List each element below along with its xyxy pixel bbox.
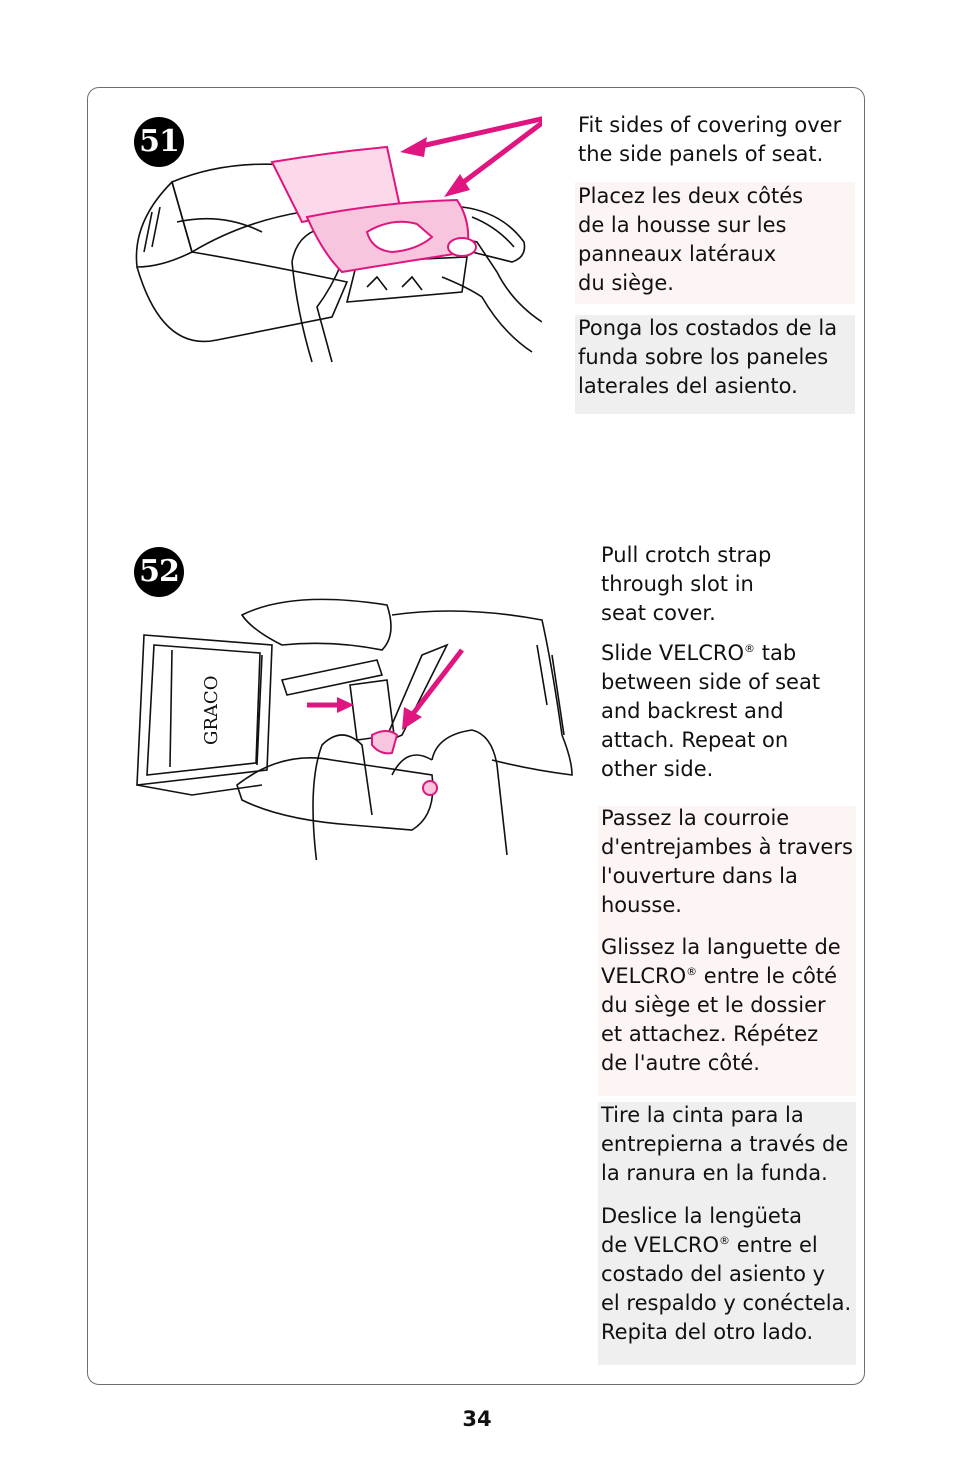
step-52-english-1: Pull crotch strap through slot in seat cover. (601, 543, 772, 625)
text-fragment: entre le côté du siège et le dossier et attachez. Répétez de l'autre côté. (601, 964, 838, 1075)
step-number-badge: 51 (134, 117, 184, 167)
graco-logo-text: GRACO (201, 675, 222, 745)
text-fragment: entre el costado del asiento y el respaldo y conéctela. Repita del otro lado. (601, 1233, 852, 1344)
step-51-illustration (132, 112, 542, 367)
registered-mark: ® (686, 965, 698, 978)
text-fragment: Slide VELCRO (601, 641, 745, 665)
step-52-illustration (132, 585, 577, 860)
registered-mark: ® (744, 642, 756, 655)
step-51-english: Fit sides of covering over the side panels of seat. (578, 113, 842, 166)
step-52-french-1: Passez la courroie d'entrejambes à travers l'ouverture dans la housse. (601, 806, 853, 917)
step-51-french: Placez les deux côtés de la housse sur les panneaux latéraux du siège. (578, 184, 804, 295)
step-number-badge: 52 (134, 547, 184, 597)
step-52-spanish-1: Tire la cinta para la entrepierna a través de la ranura en la funda. (601, 1103, 849, 1185)
step-52-english-2 (601, 639, 856, 784)
step-51-spanish: Ponga los costados de la funda sobre los paneles laterales del asiento. (578, 316, 838, 398)
text-fragment: tab between side of seat and backrest and attach. Repeat on other side. (601, 641, 821, 781)
text-fragment: Glissez la languette de (601, 935, 841, 959)
step-52-french-2 (601, 933, 856, 1078)
text-fragment: Deslice la lengüeta de VELCRO (601, 1204, 802, 1257)
page-number: 34 (462, 1407, 492, 1431)
text-fragment: VELCRO (601, 964, 687, 988)
registered-mark: ® (719, 1234, 731, 1247)
step-52-spanish-2 (601, 1202, 856, 1347)
